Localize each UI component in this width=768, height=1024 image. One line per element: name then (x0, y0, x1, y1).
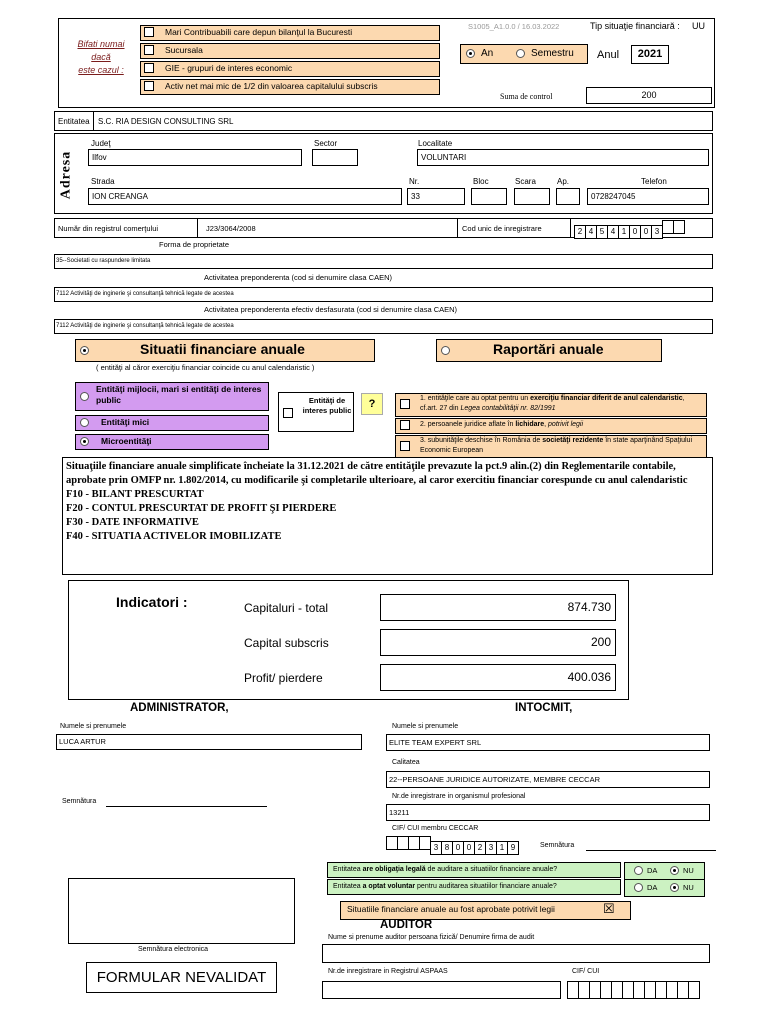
tip-situatie-value: UU (692, 21, 705, 31)
help-question-button[interactable]: ? (361, 393, 383, 415)
intocmit-semnatura-label: Semnătura (540, 842, 575, 849)
sector-label: Sector (314, 139, 338, 148)
entitatea-row: Entitatea S.C. RIA DESIGN CONSULTING SRL (54, 111, 713, 131)
auditor-name-field[interactable] (322, 944, 710, 963)
form-f20: F20 - CONTUL PRESCURTAT DE PROFIT ŞI PIERDERE (66, 503, 337, 514)
form-version: S1005_A1.0.0 / 16.03.2022 (468, 22, 560, 31)
reg-com-row: Număr din registrul comerţului J23/3064/2008 Cod unic de inregistrare (54, 218, 713, 238)
activ-ef-field[interactable]: 7112 Activităţi de inginerie şi consultanţă tehnică legate de acestea (54, 319, 713, 334)
audit-voluntar-answer[interactable]: DA NU (624, 879, 705, 897)
bifati-label: Bifati numai dacă este cazul : (77, 39, 125, 75)
intocmit-name-field[interactable]: ELITE TEAM EXPERT SRL (386, 734, 710, 751)
admin-semnatura-line[interactable] (106, 806, 267, 807)
intocmit-title: INTOCMIT, (515, 702, 573, 714)
situatii-financiare-option[interactable]: Situatii financiare anuale (75, 339, 375, 362)
indicator-value[interactable]: 874.730 (380, 594, 616, 621)
admin-name-label: Numele si prenumele (60, 723, 127, 730)
entitati-mici-option[interactable]: Entităţi mici (75, 415, 269, 431)
sector-field[interactable] (312, 149, 358, 166)
option-activ-net[interactable]: Activ net mai mic de 1/2 din valoarea capitalului subscris (140, 79, 440, 95)
option-gie[interactable]: GIE - grupuri de interes economic (140, 61, 440, 77)
reg-com-value[interactable]: J23/3064/2008 (206, 224, 256, 233)
indicator-value[interactable]: 200 (380, 629, 616, 656)
checkbox[interactable] (144, 27, 154, 37)
aprobate-row[interactable]: Situatiile financiare anuale au fost aprobate potrivit legii ☒ (340, 901, 631, 920)
ap-field[interactable] (556, 188, 580, 205)
radio-an[interactable] (466, 49, 475, 58)
localitate-label: Localitate (418, 139, 453, 148)
radio-raportari[interactable] (441, 346, 450, 355)
aprobate-checkbox[interactable]: ☒ (603, 901, 615, 916)
auditor-cif-label: CIF/ CUI (572, 968, 600, 975)
administrator-title: ADMINISTRATOR, (130, 702, 229, 714)
radio-nu[interactable] (670, 866, 679, 875)
nr-inreg-label: Nr.de inregistrare in organismul profesional (392, 793, 526, 800)
checkbox[interactable] (400, 420, 410, 430)
entitatea-value[interactable]: S.C. RIA DESIGN CONSULTING SRL (98, 117, 234, 126)
radio-mijlocii[interactable] (80, 392, 89, 401)
forma-proprietate-field[interactable]: 35--Societati cu raspundere limitata (54, 254, 713, 269)
intocmit-name-label: Numele si prenumele (392, 723, 459, 730)
judet-label: Judeţ (91, 139, 111, 148)
strada-label: Strada (91, 177, 115, 186)
nr-field[interactable]: 33 (407, 188, 465, 205)
option-mari-contribuabili[interactable]: Mari Contribuabili care depun bilanţul la Bucuresti (140, 25, 440, 41)
cui-digits[interactable]: 2 4 5 4 1 0 0 3 (574, 220, 684, 239)
checkbox[interactable] (144, 45, 154, 55)
formular-status: FORMULAR NEVALIDAT (86, 962, 277, 993)
semnatura-electronica-box[interactable] (68, 878, 295, 944)
aspaas-field[interactable] (322, 981, 561, 999)
header-options (140, 25, 440, 95)
interes-public-checkbox[interactable] (283, 408, 293, 418)
indicator-label: Capitaluri - total (244, 601, 329, 615)
radio-nu[interactable] (670, 883, 679, 892)
localitate-field[interactable]: VOLUNTARI (417, 149, 709, 166)
form-f30: F30 - DATE INFORMATIVE (66, 517, 199, 528)
cif-ceccar-digits[interactable]: 3 8 0 0 2 3 1 9 (386, 836, 518, 855)
radio-semestru[interactable] (516, 49, 525, 58)
bloc-field[interactable] (471, 188, 507, 205)
aspaas-label: Nr.de inregistrare in Registrul ASPAAS (328, 968, 448, 975)
audit-obligatie-row: Entitatea are obligaţia legală de auditare a situatiilor financiare anuale? (327, 862, 621, 878)
telefon-label: Telefon (641, 177, 667, 186)
calitatea-label: Calitatea (392, 759, 420, 766)
interes-public-box: Entităţi de interes public (278, 392, 354, 432)
radio-micro[interactable] (80, 437, 89, 446)
suma-control-field[interactable]: 200 (586, 87, 712, 104)
semnatura-electronica-label: Semnătura electronica (138, 946, 209, 953)
bloc-label: Bloc (473, 177, 489, 186)
scara-label: Scara (515, 177, 536, 186)
indicator-value[interactable]: 400.036 (380, 664, 616, 691)
rap-option-3[interactable]: 3. subunităţile deschise în România de societăţi rezidente în state aparţinând Spaţiului Economic European (395, 435, 707, 459)
indicator-label: Profit/ pierdere (244, 671, 323, 685)
anul-field[interactable]: 2021 (631, 45, 669, 64)
admin-name-field[interactable]: LUCA ARTUR (56, 734, 362, 750)
tip-situatie-label: Tip situaţie financiară : (590, 21, 680, 31)
suma-control-label: Suma de control (500, 92, 553, 101)
activ-pred-field[interactable]: 7112 Activităţi de inginerie şi consultanţă tehnică legate de acestea (54, 287, 713, 302)
radio-da[interactable] (634, 866, 643, 875)
raportari-anuale-option[interactable]: Raportări anuale (436, 339, 662, 362)
radio-situatii[interactable] (80, 346, 89, 355)
entitati-mijlocii-option[interactable]: Entităţi mijlocii, mari si entităţi de interes public (75, 382, 269, 411)
checkbox[interactable] (400, 399, 410, 409)
activ-ef-label: Activitatea preponderenta efectiv desfasurata (cod si denumire clasa CAEN) (204, 305, 458, 314)
auditor-title: AUDITOR (380, 919, 433, 931)
form-f40: F40 - SITUATIA ACTIVELOR IMOBILIZATE (66, 531, 282, 542)
intocmit-semnatura-line[interactable] (586, 850, 716, 851)
anul-label: Anul (597, 49, 620, 61)
situatii-subtitle: ( entităţi al căror exerciţiu financiar coincide cu anul calendaristic ) (96, 363, 315, 372)
admin-semnatura-label: Semnătura (62, 798, 97, 805)
checkbox[interactable] (144, 63, 154, 73)
checkbox[interactable] (144, 81, 154, 91)
indicators-title: Indicatori : (116, 594, 188, 610)
radio-da[interactable] (634, 883, 643, 892)
audit-obligatie-answer[interactable]: DA NU (624, 862, 705, 880)
auditor-name-label: Nume si prenume auditor persoana fizică/ Denumire firma de audit (328, 934, 535, 941)
judet-field[interactable]: Ilfov (88, 149, 302, 166)
strada-field[interactable]: ION CREANGA (88, 188, 402, 205)
scara-field[interactable] (514, 188, 550, 205)
auditor-cif-digits[interactable] (567, 981, 699, 1001)
form-f10: F10 - BILANT PRESCURTAT (66, 489, 204, 500)
nr-inreg-field[interactable]: 13211 (386, 804, 710, 821)
calitatea-field[interactable]: 22--PERSOANE JURIDICE AUTORIZATE, MEMBRE CECCAR (386, 771, 710, 788)
nr-label: Nr. (409, 177, 420, 186)
radio-mici[interactable] (80, 418, 89, 427)
activ-pred-label: Activitatea preponderenta (cod si denumire clasa CAEN) (204, 273, 393, 282)
forma-proprietate-label: Forma de proprietate (159, 240, 230, 249)
telefon-field[interactable]: 0728247045 (587, 188, 709, 205)
cif-ceccar-label: CIF/ CUI membru CECCAR (392, 825, 479, 832)
option-sucursala[interactable]: Sucursala (140, 43, 440, 59)
ap-label: Ap. (557, 177, 570, 186)
rap-option-2[interactable]: 2. persoanele juridice aflate în lichidare, potrivit legii (395, 418, 707, 434)
period-selector[interactable]: An Semestru (460, 44, 588, 64)
checkbox[interactable] (400, 441, 410, 451)
description-text: Situaţiile financiare anuale simplificate încheiate la 31.12.2021 de către entităţile prevazute la pct.9 alin.(2) din Reglementarile contabile, aprobate prin OMFP nr. 1.802/2014, cu modificarile şi completarile ulterioare, al caror exercitiu financiar corespunde cu anul calendaristic (66, 461, 688, 486)
adresa-label: Adresa (58, 150, 74, 200)
indicator-label: Capital subscris (244, 636, 329, 650)
description-box (62, 457, 713, 575)
rap-option-1[interactable]: 1. entităţile care au optat pentru un exerciţiu financiar diferit de anul calendaristic, cf.art. 27 din Legea contabilităţii nr. 82/1991 (395, 393, 707, 417)
audit-voluntar-row: Entitatea a optat voluntar pentru auditarea situatiilor financiare anuale? (327, 879, 621, 895)
microentitati-option[interactable]: Microentităţi (75, 434, 269, 450)
